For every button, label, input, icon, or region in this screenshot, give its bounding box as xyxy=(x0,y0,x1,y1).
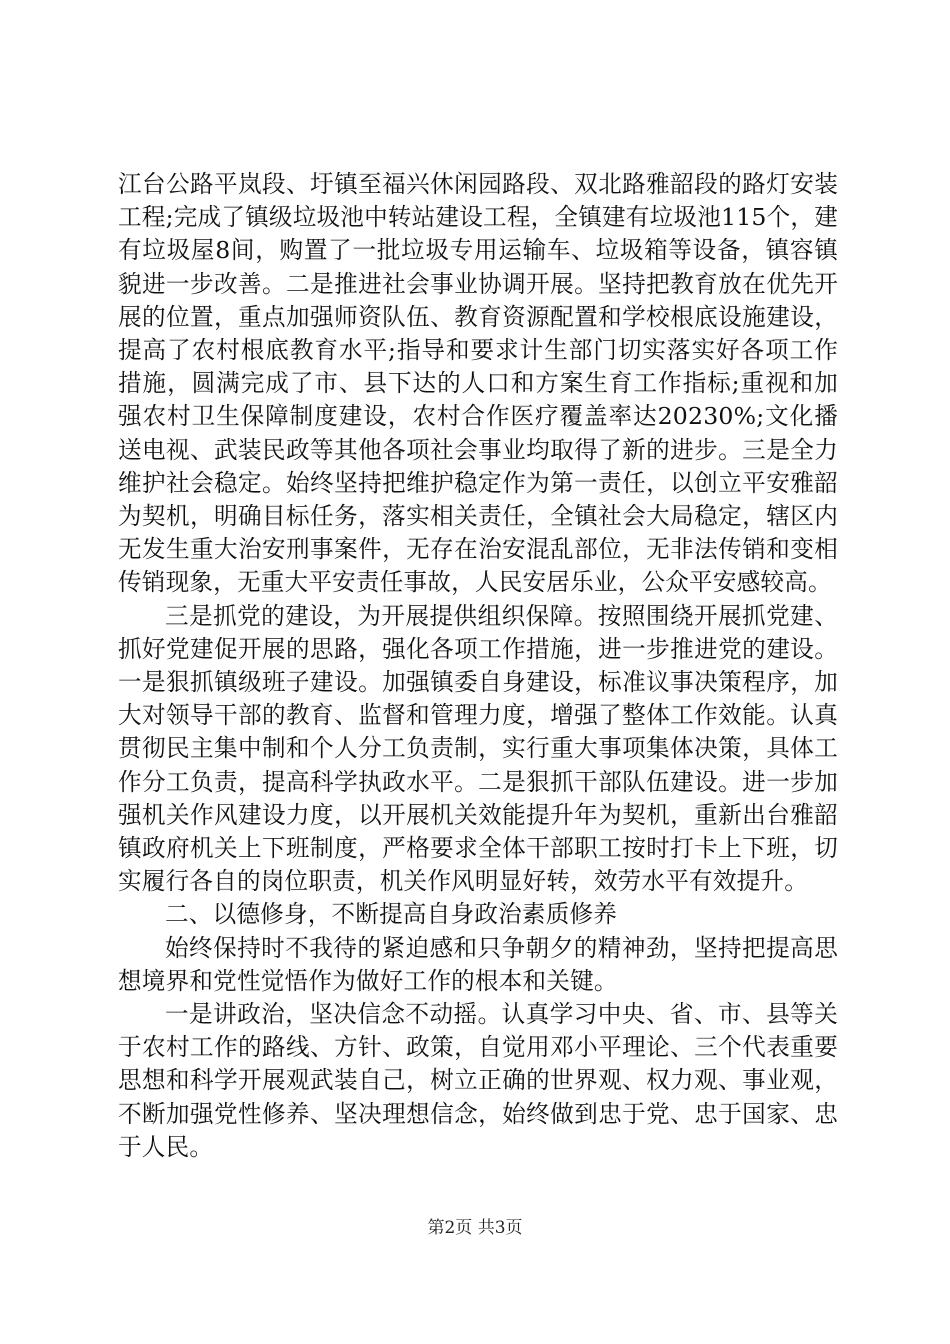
paragraph-1: 江台公路平岚段、圩镇至福兴休闲园路段、双北路雅韶段的路灯安装工程;完成了镇级垃圾池中转站建设工程，全镇建有垃圾池115个，建有垃圾屋8间，购置了一批垃圾专用运输车、垃圾箱等设备，镇容镇貌进一步改善。二是推进社会事业协调开展。坚持把教育放在优先开展的位置，重点加强师资队伍、教育资源配置和学校根底设施建设，提高了农村根底教育水平;指导和要求计生部门切实落实好各项工作措施，圆满完成了市、县下达的人口和方案生育工作指标;重视和加强农村卫生保障制度建设，农村合作医疗覆盖率达20230%;文化播送电视、武装民政等其他各项社会事业均取得了新的进步。三是全力维护社会稳定。始终坚持把维护稳定作为第一责任，以创立平安雅韶为契机，明确目标任务，落实相关责任，全镇社会大局稳定，辖区内无发生重大治安刑事案件，无存在治安混乱部位，无非法传销和变相传销现象，无重大平安责任事故，人民安居乐业，公众平安感较高。 xyxy=(118,170,839,597)
section-heading: 二、以德修身，不断提高自身政治素质修养 xyxy=(165,900,618,929)
paragraph-2: 三是抓党的建设，为开展提供组织保障。按照围绕开展抓党建、抓好党建促开展的思路，强化各项工作措施，进一步推进党的建设。一是狠抓镇级班子建设。加强镇委自身建设，标准议事决策程序，加大对领导干部的教育、监督和管理力度，增强了整体工作效能。认真贯彻民主集中制和个人分工负责制，实行重大事项集体决策，具体工作分工负责，提高科学执政水平。二是狠抓干部队伍建设。进一步加强机关作风建设力度，以开展机关效能提升年为契机，重新出台雅韶镇政府机关上下班制度，严格要求全体干部职工按时打卡上下班，切实履行各自的岗位职责，机关作风明显好转，效劳水平有效提升。 xyxy=(118,601,838,896)
page-footer: 第2页 共3页 xyxy=(427,1218,523,1238)
document-body xyxy=(118,168,838,1164)
paragraph-3: 始终保持时不我待的紧迫感和只争朝夕的精神劲，坚持把提高思想境界和党性觉悟作为做好工作的根本和关键。 xyxy=(118,933,838,995)
paragraph-4: 一是讲政治，坚决信念不动摇。认真学习中央、省、市、县等关于农村工作的路线、方针、政策，自觉用邓小平理论、三个代表重要思想和科学开展观武装自己，树立正确的世界观、权力观、事业观，不断加强党性修养、坚决理想信念，始终做到忠于党、忠于国家、忠于人民。 xyxy=(118,1000,838,1161)
